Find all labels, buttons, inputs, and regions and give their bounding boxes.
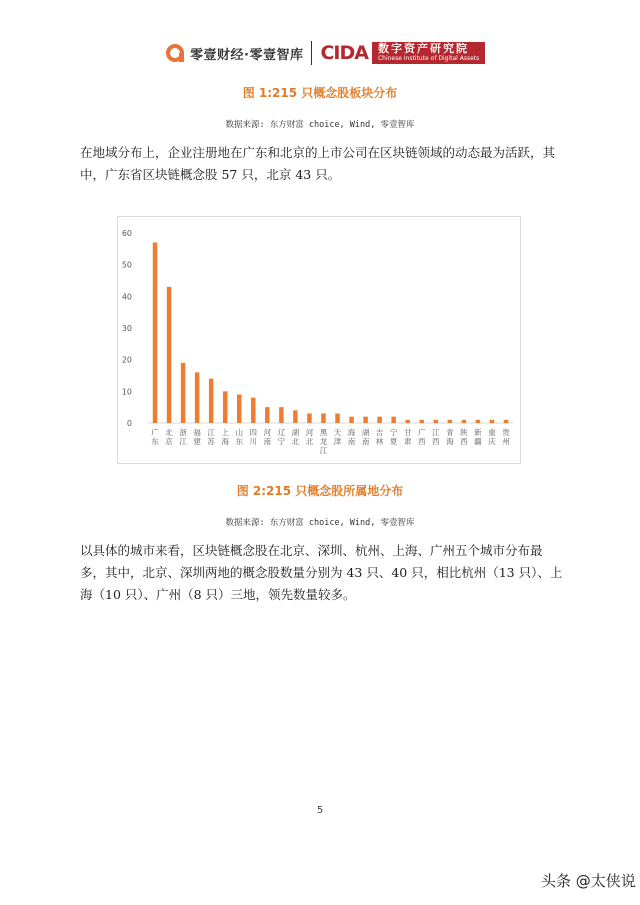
- x-tick-label: 甘肃: [403, 428, 412, 446]
- x-tick-label: 福建: [193, 428, 201, 446]
- bar-18: [391, 417, 396, 423]
- figure2-title: 图 2:215 只概念股所属地分布: [236, 484, 404, 498]
- bar-10: [279, 407, 284, 423]
- x-tick-label: 河北: [305, 428, 314, 446]
- x-tick-label: 海南: [347, 428, 356, 446]
- x-tick-label: 广西: [418, 428, 426, 446]
- page-number: 5: [316, 805, 324, 816]
- bar-19: [405, 420, 410, 423]
- bar-13: [321, 414, 326, 424]
- cida-logo: CIDA: [320, 42, 368, 64]
- bar-26: [504, 420, 509, 423]
- x-tick-label: 北京: [165, 428, 173, 446]
- chart-frame: [117, 216, 521, 464]
- bar-16: [363, 417, 368, 423]
- x-tick-label: 贵州: [502, 428, 510, 446]
- y-tick-label: 60: [121, 229, 132, 238]
- x-tick-label: 河南: [263, 428, 272, 446]
- bar-2: [167, 287, 172, 423]
- y-tick-label: 50: [121, 260, 132, 270]
- bar-15: [349, 417, 354, 423]
- x-tick-label: 辽宁: [277, 428, 286, 446]
- x-tick-label: 宁夏: [389, 428, 398, 446]
- toutiao-watermark: 头条 @太侠说: [541, 872, 636, 890]
- bar-3: [181, 363, 186, 423]
- bar-8: [251, 398, 256, 423]
- x-tick-label: 黑龙江: [319, 428, 328, 455]
- figure2-source: 数据来源: 东方财富 choice, Wind, 零壹智库: [225, 518, 415, 528]
- x-tick-label: 山东: [235, 428, 243, 446]
- y-tick-label: 30: [121, 324, 132, 333]
- y-tick-label: 40: [121, 292, 132, 302]
- bar-25: [490, 420, 495, 423]
- bar-20: [420, 420, 425, 423]
- region-bar-chart: [118, 217, 520, 463]
- x-tick-label: 广东: [151, 428, 159, 446]
- page-header: [166, 40, 485, 66]
- bar-21: [434, 420, 439, 423]
- header-divider: [311, 41, 312, 65]
- x-tick-label: 湖南: [361, 428, 370, 446]
- cida-english-name: Chinese Institute of Digital Assets: [377, 55, 480, 62]
- bar-5: [209, 379, 214, 423]
- x-tick-label: 天津: [333, 428, 342, 446]
- bar-23: [462, 420, 467, 423]
- bar-1: [153, 243, 158, 424]
- cida-label-box: [372, 42, 485, 64]
- bar-14: [335, 414, 340, 424]
- x-tick-label: 浙江: [179, 428, 187, 446]
- y-tick-label: 10: [121, 387, 132, 397]
- brand-name: 零壹财经·零壹智库: [190, 47, 304, 63]
- paragraph-regional: 在地域分布上，企业注册地在广东和北京的上市公司在区块链领域的动态最为活跃，其中，广东省区块链概念股 57 只，北京 43 只。: [80, 145, 556, 182]
- x-tick-label: 吉林: [375, 428, 384, 446]
- bar-4: [195, 372, 200, 423]
- y-tick-label: 20: [121, 355, 132, 365]
- bar-9: [265, 407, 270, 423]
- x-tick-label: 上海: [221, 428, 229, 446]
- bar-22: [448, 420, 453, 423]
- x-tick-label: 江苏: [207, 428, 215, 446]
- paragraph-cities: 以具体的城市来看，区块链概念股在北京、深圳、杭州、上海、广州五个城市分布最多，其中，北京、深圳两地的概念股数量分别为 43 只、40 只，相比杭州（13 只）、上海（10 只）、广州（8 只）三地，领先数量较多。: [80, 543, 563, 602]
- bar-17: [377, 417, 382, 423]
- bar-12: [307, 414, 312, 424]
- x-tick-label: 陕西: [460, 428, 468, 446]
- x-tick-label: 四川: [249, 428, 258, 446]
- figure1-title: 图 1:215 只概念股板块分布: [242, 86, 398, 100]
- x-tick-label: 江西: [432, 428, 440, 446]
- bar-7: [237, 395, 242, 424]
- bar-24: [476, 420, 481, 423]
- figure1-source: 数据来源: 东方财富 choice, Wind, 零壹智库: [225, 120, 415, 130]
- bar-11: [293, 410, 298, 423]
- x-tick-label: 青海: [446, 428, 454, 446]
- x-tick-label: 重庆: [488, 428, 496, 446]
- bar-6: [223, 391, 228, 423]
- lingyi-logo-icon: [166, 44, 184, 62]
- cida-chinese-name: 数字资产研究院: [377, 42, 469, 55]
- y-tick-label: 0: [126, 419, 132, 428]
- x-tick-label: 新疆: [474, 428, 482, 446]
- x-tick-label: 湖北: [291, 428, 300, 446]
